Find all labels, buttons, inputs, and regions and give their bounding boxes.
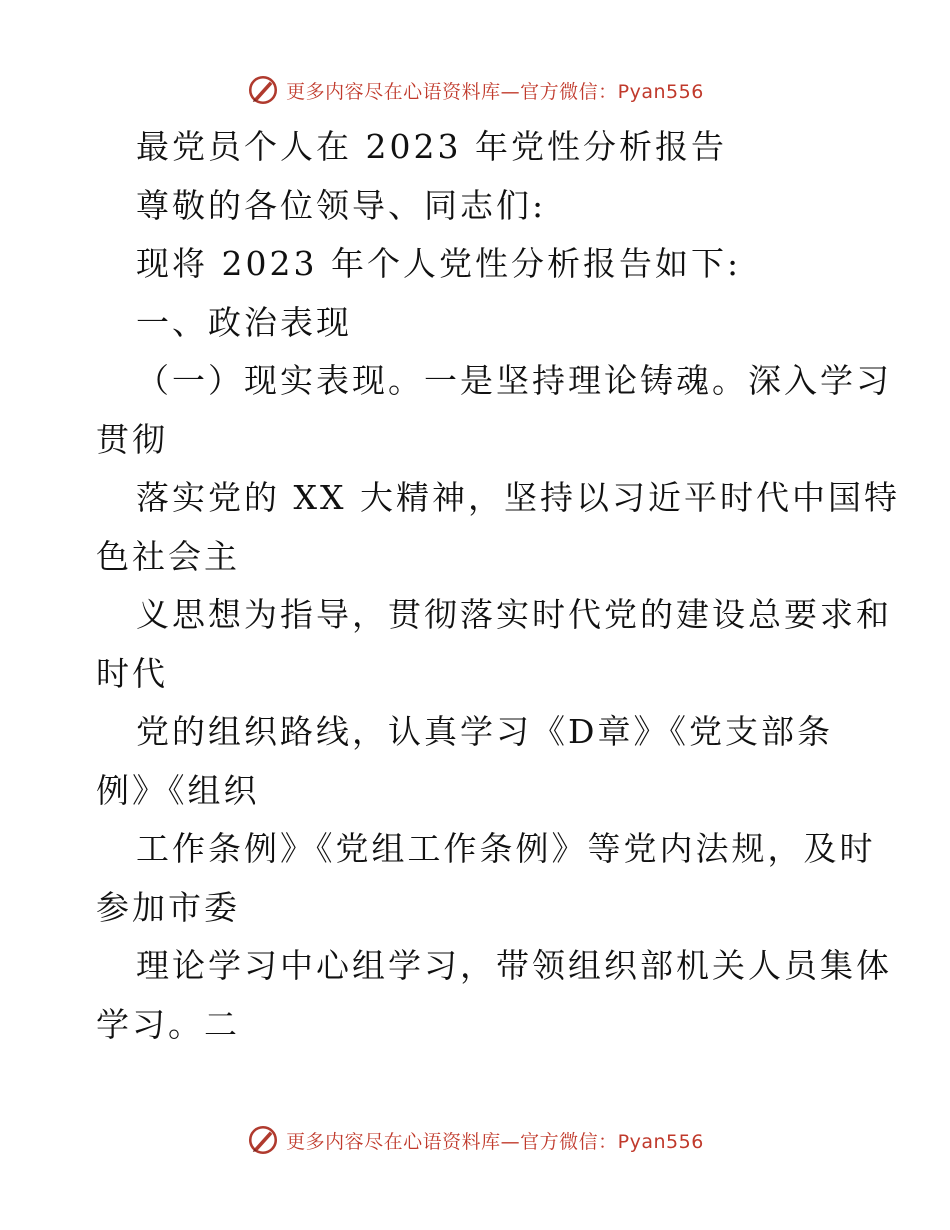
text-line: 时代 xyxy=(96,653,168,693)
text-line: 义思想为指导，贯彻落实时代党的建设总要求和 xyxy=(136,595,892,634)
text-line: 学习。二 xyxy=(96,1004,240,1044)
text-line: 工作条例》《党组工作条例》等党内法规，及时 xyxy=(136,829,876,868)
watermark-content xyxy=(246,73,704,107)
text-line: 党的组织路线，认真学习《D章》《党支部条 xyxy=(136,712,833,751)
pen-logo-icon xyxy=(246,73,280,107)
text-line: 一、政治表现 xyxy=(136,302,352,342)
text-line: 贯彻 xyxy=(96,419,168,459)
text-line: 最党员个人在 2023 年党性分析报告 xyxy=(136,127,727,166)
text-line: 尊敬的各位领导、同志们: xyxy=(136,185,547,225)
text-line: 落实党的 XX 大精神，坚持以习近平时代中国特 xyxy=(136,478,900,517)
text-line: 现将 2023 年个人党性分析报告如下: xyxy=(136,244,742,283)
watermark-text: 更多内容尽在心语资料库—官方微信：Pyan556 xyxy=(286,1130,704,1153)
text-line: 参加市委 xyxy=(96,887,240,927)
text-line: 色社会主 xyxy=(96,536,240,576)
text-line: 例》《组织 xyxy=(96,770,260,810)
pen-logo-icon xyxy=(246,1123,280,1157)
text-line: 理论学习中心组学习，带领组织部机关人员集体 xyxy=(136,946,892,985)
header-watermark xyxy=(0,70,950,110)
watermark-content xyxy=(246,1123,704,1157)
document-body xyxy=(96,118,900,1054)
footer-watermark xyxy=(0,1120,950,1160)
watermark-text: 更多内容尽在心语资料库—官方微信：Pyan556 xyxy=(286,80,704,103)
text-line: （一）现实表现。一是坚持理论铸魂。深入学习 xyxy=(136,361,892,400)
